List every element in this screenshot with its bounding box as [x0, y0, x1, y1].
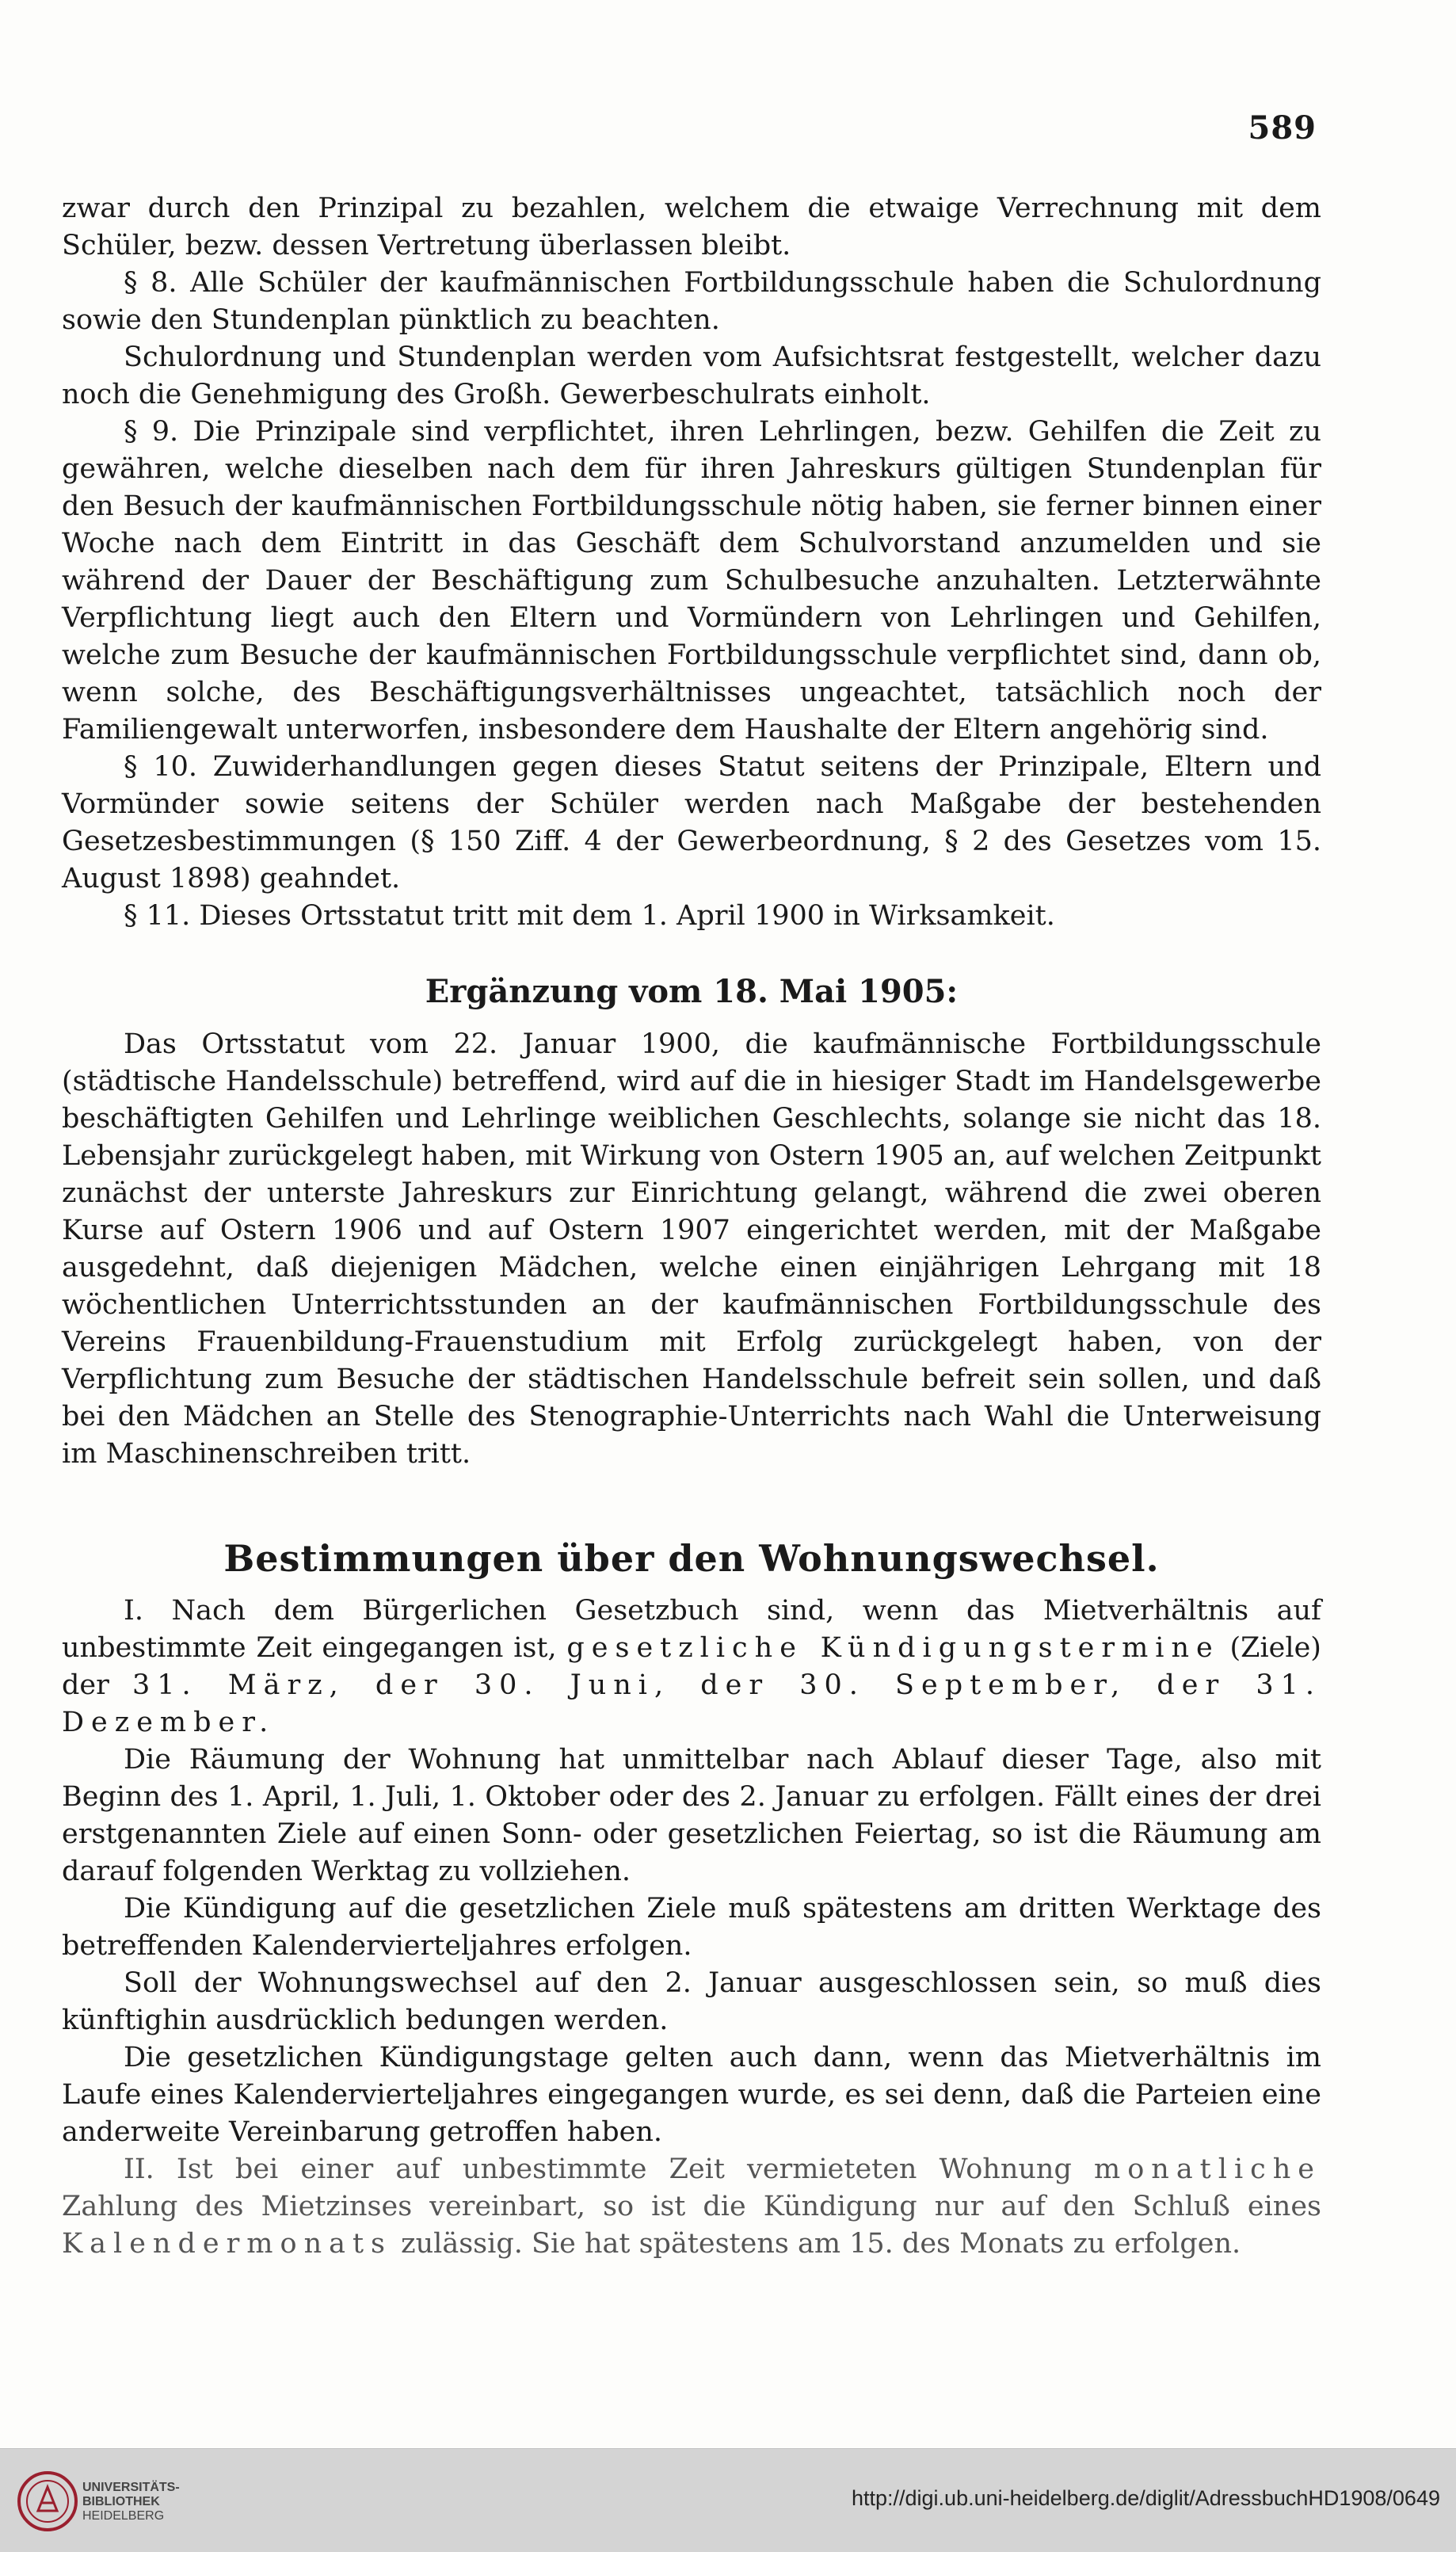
- paragraph-section-9: § 9. Die Prinzipale sind verpflichtet, ihren Lehrlingen, bezw. Gehilfen die Zeit zu gewähren, welche dieselben nach dem für ihren Jahreskurs gültigen Stundenplan für den Besuch der kaufmännischen Fortbildungsschule nötig haben, sie ferner binnen einer Woche nach dem Eintritt in das Geschäft dem Schulvorstand anzumelden und sie während der Dauer der Beschäftigung zum Schulbesuche anzuhalten. Letzterwähnte Verpflichtung liegt auch den Eltern und Vormündern von Lehrlingen und Gehilfen, welche zum Besuche der kaufmännischen Fortbildungsschule verpflichtet sind, dann ob, wenn solche, des Beschäftigungsverhältnisses ungeachtet, tatsächlich noch der Familiengewalt unterworfen, insbesondere dem Haushalte der Eltern angehörig sind.: [62, 416, 1321, 746]
- paragraph-section-11: § 11. Dieses Ortsstatut tritt mit dem 1. April 1900 in Wirksamkeit.: [124, 900, 1055, 932]
- paragraph-section-I: [62, 1593, 1321, 1741]
- section-II-spaced-monthly: monatliche: [1094, 2153, 1321, 2185]
- section-II-spaced-month: Kalendermonats: [62, 2228, 393, 2260]
- page-number: 589: [1248, 109, 1317, 147]
- paragraph-supplement: Das Ortsstatut vom 22. Januar 1900, die kaufmännische Fortbildungsschule (städtische Handelsschule) betreffend, wird auf die in hiesiger Stadt im Handelsgewerbe beschäftigten Gehilfen und Lehrlinge weiblichen Geschlechts, solange sie nicht das 18. Lebensjahr zurückgelegt haben, mit Wirkung von Ostern 1905 an, auf welchen Zeitpunkt zunächst der unterste Jahreskurs zur Einrichtung gelangt, während die zwei oberen Kurse auf Ostern 1906 und auf Ostern 1907 eingerichtet werden, mit der Maßgabe ausgedehnt, daß diejenigen Mädchen, welche einen einjährigen Lehrgang mit 18 wöchentlichen Unterrichtsstunden an der kaufmännischen Fortbildungsschule des Vereins Frauenbildung-Frauenstudium mit Erfolg zurückgelegt haben, von der Verpflichtung zum Besuche der städtischen Handelsschule befreit sein sollen, und daß bei den Mädchen an Stelle des Stenographie-Unterrichts nach Wahl die Unterweisung im Maschinenschreiben tritt.: [62, 1028, 1321, 1470]
- paragraph-schulordnung: Schulordnung und Stundenplan werden vom Aufsichtsrat festgestellt, welcher dazu noch die Genehmigung des Großh. Gewerbeschulrats einholt.: [62, 341, 1321, 410]
- paragraph-section-II: [62, 2151, 1321, 2263]
- section-II-part-a: II. Ist bei einer auf unbestimmte Zeit vermieteten Wohnung: [124, 2153, 1072, 2185]
- paragraph-kuendigungstage: Die gesetzlichen Kündigungstage gelten auch dann, wenn das Mietverhältnis im Laufe eines Kalendervierteljahres eingegangen wurde, es sei denn, daß die Parteien eine anderweite Vereinbarung getroffen haben.: [62, 2042, 1321, 2148]
- library-name-line1: UNIVERSITÄTS-: [82, 2481, 180, 2494]
- wohnungswechsel-text: [62, 1593, 1321, 2263]
- library-name: [82, 2481, 180, 2523]
- section-I-spaced-terms: gesetzliche Kündigungstermine: [566, 1632, 1220, 1664]
- section-I-dates: 31. März, der 30. Juni, der 30. September, der 31. Dezember.: [62, 1669, 1321, 1738]
- section-I-intro: I. Nach dem Bürgerlichen Gesetzbuch sind, wenn das Mietverhältnis auf unbestimmte Zeit eingegangen ist,: [62, 1595, 1321, 1664]
- section-II-part-c: zulässig. Sie hat spätestens am 15. des Monats zu erfolgen.: [401, 2228, 1241, 2260]
- supplement-heading: Ergänzung vom 18. Mai 1905:: [425, 973, 959, 1010]
- paragraph-section-10: § 10. Zuwiderhandlungen gegen dieses Statut seitens der Prinzipale, Eltern und Vormünder sowie seitens der Schüler werden nach Maßgabe der bestehenden Gesetzesbestimmungen (§ 150 Ziff. 4 der Gewerbeordnung, § 2 des Gesetzes vom 15. August 1898) geahndet.: [62, 751, 1321, 895]
- source-url-link[interactable]: http://digi.ub.uni-heidelberg.de/diglit/AdressbuchHD1908/0649: [851, 2486, 1440, 2510]
- main-section-heading: Bestimmungen über den Wohnungswechsel.: [223, 1537, 1160, 1580]
- paragraph-januar: Soll der Wohnungswechsel auf den 2. Januar ausgeschlossen sein, so muß dies künftighin ausdrücklich bedungen werden.: [62, 1967, 1321, 2036]
- university-seal-icon: [16, 2470, 79, 2533]
- statute-text-top: [62, 190, 1321, 935]
- section-II-part-b: Zahlung des Mietzinses vereinbart, so ist die Kündigung nur auf den Schluß eines: [62, 2191, 1321, 2222]
- footer-bar: [0, 2448, 1456, 2552]
- library-name-line2: BIBLIOTHEK: [82, 2495, 160, 2508]
- library-name-line3: HEIDELBERG: [82, 2509, 165, 2523]
- paragraph-section-8: § 8. Alle Schüler der kaufmännischen Fortbildungsschule haben die Schulordnung sowie den Stundenplan pünktlich zu beachten.: [62, 267, 1321, 336]
- paragraph-payment: zwar durch den Prinzipal zu bezahlen, welchem die etwaige Verrechnung mit dem Schüler, bezw. dessen Vertretung überlassen bleibt.: [62, 193, 1321, 261]
- section-I-ziele: (Ziele) der: [62, 1632, 1321, 1701]
- supplement-text: [62, 1026, 1321, 1473]
- paragraph-kuendigung: Die Kündigung auf die gesetzlichen Ziele muß spätestens am dritten Werktage des betreffenden Kalendervierteljahres erfolgen.: [62, 1893, 1321, 1962]
- paragraph-raeumung: Die Räumung der Wohnung hat unmittelbar nach Ablauf dieser Tage, also mit Beginn des 1. April, 1. Juli, 1. Oktober oder des 2. Januar zu erfolgen. Fällt eines der drei erstgenannten Ziele auf einen Sonn- oder gesetzlichen Feiertag, so ist die Räumung am darauf folgenden Werktag zu vollziehen.: [62, 1744, 1321, 1887]
